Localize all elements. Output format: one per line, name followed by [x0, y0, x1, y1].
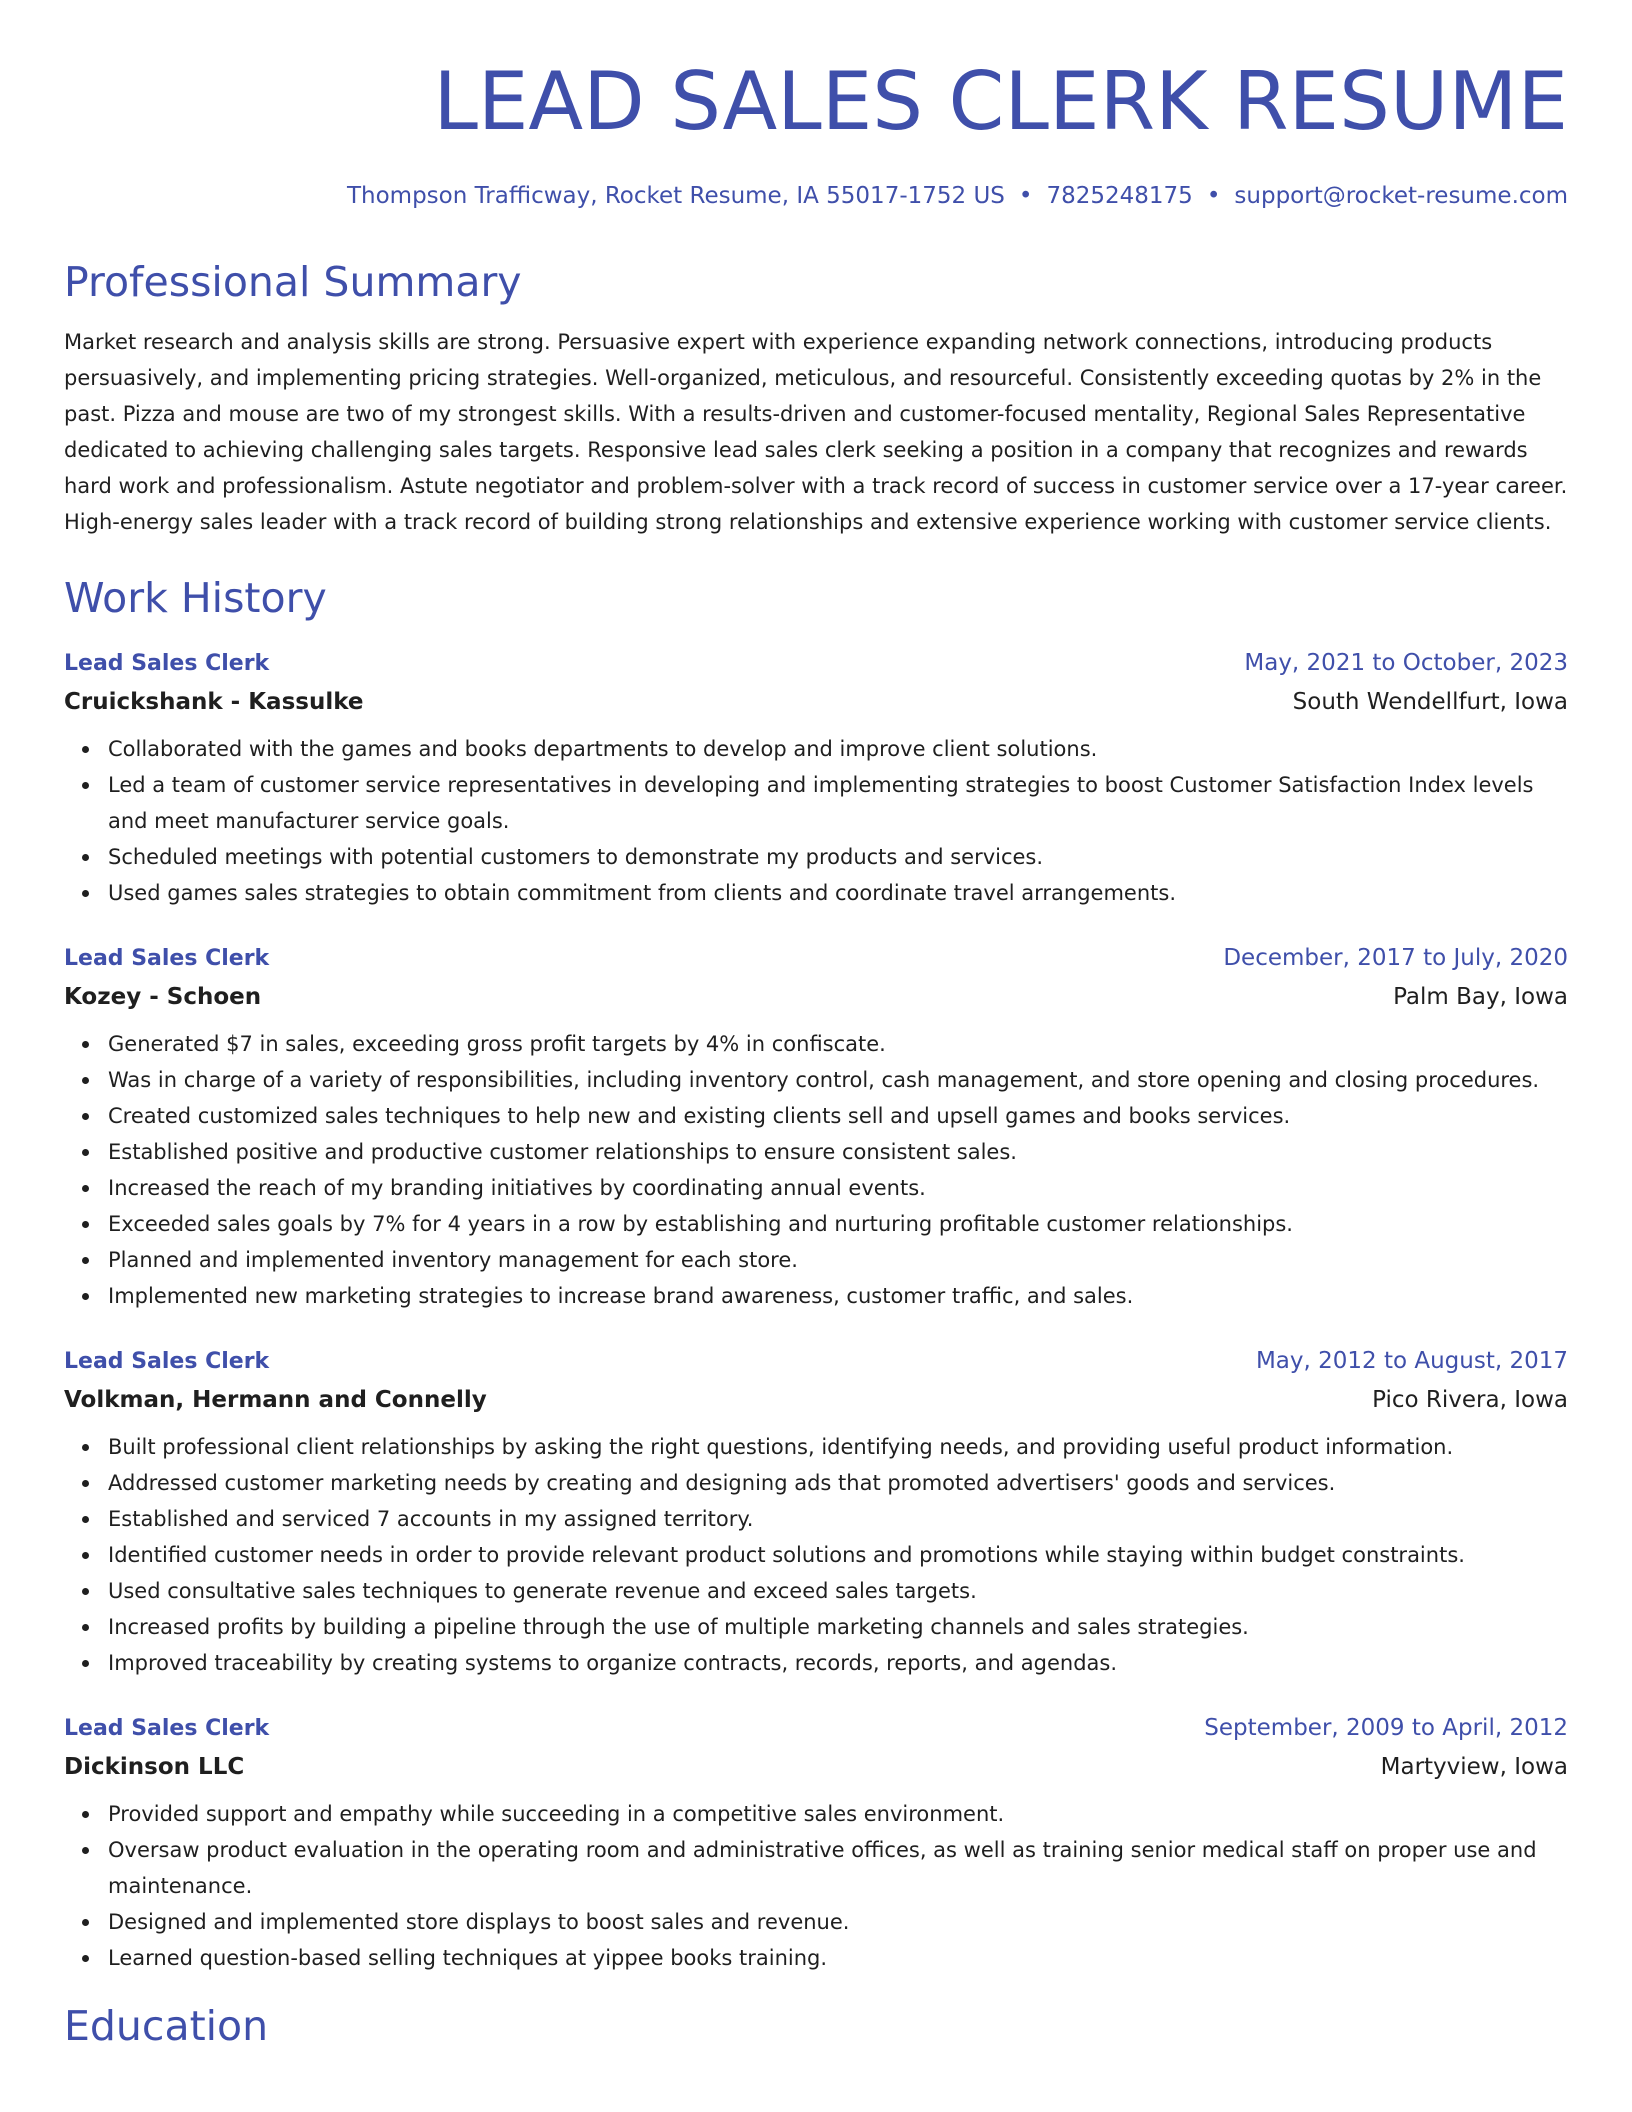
job-bullet: Established and serviced 7 accounts in my assigned territory. [108, 1501, 1568, 1537]
job-title: Lead Sales Clerk [64, 1349, 270, 1374]
job-entry [64, 1342, 1568, 1681]
job-location: Palm Bay, Iowa [1393, 984, 1568, 1010]
job-bullet: Generated $7 in sales, exceeding gross profit targets by 4% in confiscate. [108, 1026, 1568, 1062]
resume-page [64, 0, 1568, 2054]
job-title-row [64, 1342, 1568, 1381]
job-company-row [64, 1381, 1568, 1419]
job-bullet-list [64, 1796, 1568, 1976]
job-bullet-list [64, 1429, 1568, 1681]
job-entry [64, 1709, 1568, 1976]
contact-line [64, 180, 1568, 212]
job-company: Cruickshank - Kassulke [64, 689, 364, 715]
work-history-list [64, 644, 1568, 1976]
job-title-row [64, 1709, 1568, 1748]
job-bullet: Planned and implemented inventory management for each store. [108, 1242, 1568, 1278]
job-bullet: Established positive and productive customer relationships to ensure consistent sales. [108, 1134, 1568, 1170]
job-company-row [64, 1748, 1568, 1786]
job-title: Lead Sales Clerk [64, 946, 270, 971]
job-bullet: Designed and implemented store displays to boost sales and revenue. [108, 1904, 1568, 1940]
job-bullet: Used games sales strategies to obtain commitment from clients and coordinate travel arrangements. [108, 875, 1568, 911]
contact-phone[interactable]: 7825248175 [1046, 183, 1193, 209]
professional-summary-text: Market research and analysis skills are strong. Persuasive expert with experience expanding network connections, introducing products persuasively, and implementing pricing strategies. Well-organized, meticulous, and resourceful. Consistently exceeding quotas by 2% in the past. Pizza and mouse are two of my strongest skills. With a results-driven and customer-focused mentality, Regional Sales Representative dedicated to achieving challenging sales targets. Responsive lead sales clerk seeking a position in a company that recognizes and rewards hard work and professionalism. Astute negotiator and problem-solver with a track record of success in customer service over a 17-year career. High-energy sales leader with a track record of building strong relationships and extensive experience working with customer service clients. [64, 330, 1568, 534]
job-location: Pico Rivera, Iowa [1372, 1387, 1568, 1413]
job-company: Dickinson LLC [64, 1754, 245, 1780]
job-bullet: Implemented new marketing strategies to increase brand awareness, customer traffic, and sales. [108, 1278, 1568, 1314]
job-bullet: Used consultative sales techniques to generate revenue and exceed sales targets. [108, 1573, 1568, 1609]
job-bullet: Created customized sales techniques to help new and existing clients sell and upsell games and books services. [108, 1098, 1568, 1134]
job-company-row [64, 683, 1568, 721]
job-bullet: Increased the reach of my branding initiatives by coordinating annual events. [108, 1170, 1568, 1206]
contact-separator: • [1206, 183, 1221, 209]
job-bullet: Oversaw product evaluation in the operating room and administrative offices, as well as training senior medical staff on proper use and maintenance. [108, 1832, 1568, 1904]
job-bullet: Provided support and empathy while succeeding in a competitive sales environment. [108, 1796, 1568, 1832]
job-company-row [64, 978, 1568, 1016]
job-bullet-list [64, 1026, 1568, 1314]
job-dates: September, 2009 to April, 2012 [1204, 1715, 1568, 1741]
job-title: Lead Sales Clerk [64, 1716, 270, 1741]
contact-separator: • [1018, 183, 1033, 209]
job-title-row [64, 644, 1568, 683]
job-bullet: Addressed customer marketing needs by creating and designing ads that promoted advertisers' goods and services. [108, 1465, 1568, 1501]
job-dates: December, 2017 to July, 2020 [1223, 945, 1568, 971]
contact-address: Thompson Trafficway, Rocket Resume, IA 55017-1752 US [346, 183, 1005, 209]
job-dates: May, 2021 to October, 2023 [1244, 650, 1568, 676]
job-entry [64, 939, 1568, 1314]
job-bullet: Exceeded sales goals by 7% for 4 years in a row by establishing and nurturing profitable customer relationships. [108, 1206, 1568, 1242]
job-bullet: Collaborated with the games and books departments to develop and improve client solutions. [108, 731, 1568, 767]
job-bullet: Increased profits by building a pipeline through the use of multiple marketing channels and sales strategies. [108, 1609, 1568, 1645]
job-bullet: Led a team of customer service representatives in developing and implementing strategies to boost Customer Satisfaction Index levels and meet manufacturer service goals. [108, 767, 1568, 839]
job-location: Martyview, Iowa [1380, 1754, 1568, 1780]
resume-title: LEAD SALES CLERK RESUME [433, 55, 1568, 148]
job-bullet-list [64, 731, 1568, 911]
job-title-row [64, 939, 1568, 978]
job-location: South Wendellfurt, Iowa [1292, 689, 1568, 715]
job-bullet: Scheduled meetings with potential customers to demonstrate my products and services. [108, 839, 1568, 875]
job-entry [64, 644, 1568, 911]
job-title: Lead Sales Clerk [64, 651, 270, 676]
professional-summary-heading: Professional Summary [64, 258, 522, 306]
job-company: Volkman, Hermann and Connelly [64, 1387, 487, 1413]
job-dates: May, 2012 to August, 2017 [1255, 1348, 1568, 1374]
job-bullet: Was in charge of a variety of responsibilities, including inventory control, cash management, and store opening and closing procedures. [108, 1062, 1568, 1098]
job-bullet: Learned question-based selling techniques at yippee books training. [108, 1940, 1568, 1976]
contact-email[interactable]: support@rocket-resume.com [1234, 183, 1568, 209]
job-bullet: Built professional client relationships by asking the right questions, identifying needs, and providing useful product information. [108, 1429, 1568, 1465]
work-history-heading: Work History [64, 574, 327, 622]
job-bullet: Identified customer needs in order to provide relevant product solutions and promotions while staying within budget constraints. [108, 1537, 1568, 1573]
job-bullet: Improved traceability by creating systems to organize contracts, records, reports, and agendas. [108, 1645, 1568, 1681]
job-company: Kozey - Schoen [64, 984, 262, 1010]
education-heading: Education [64, 2002, 269, 2050]
